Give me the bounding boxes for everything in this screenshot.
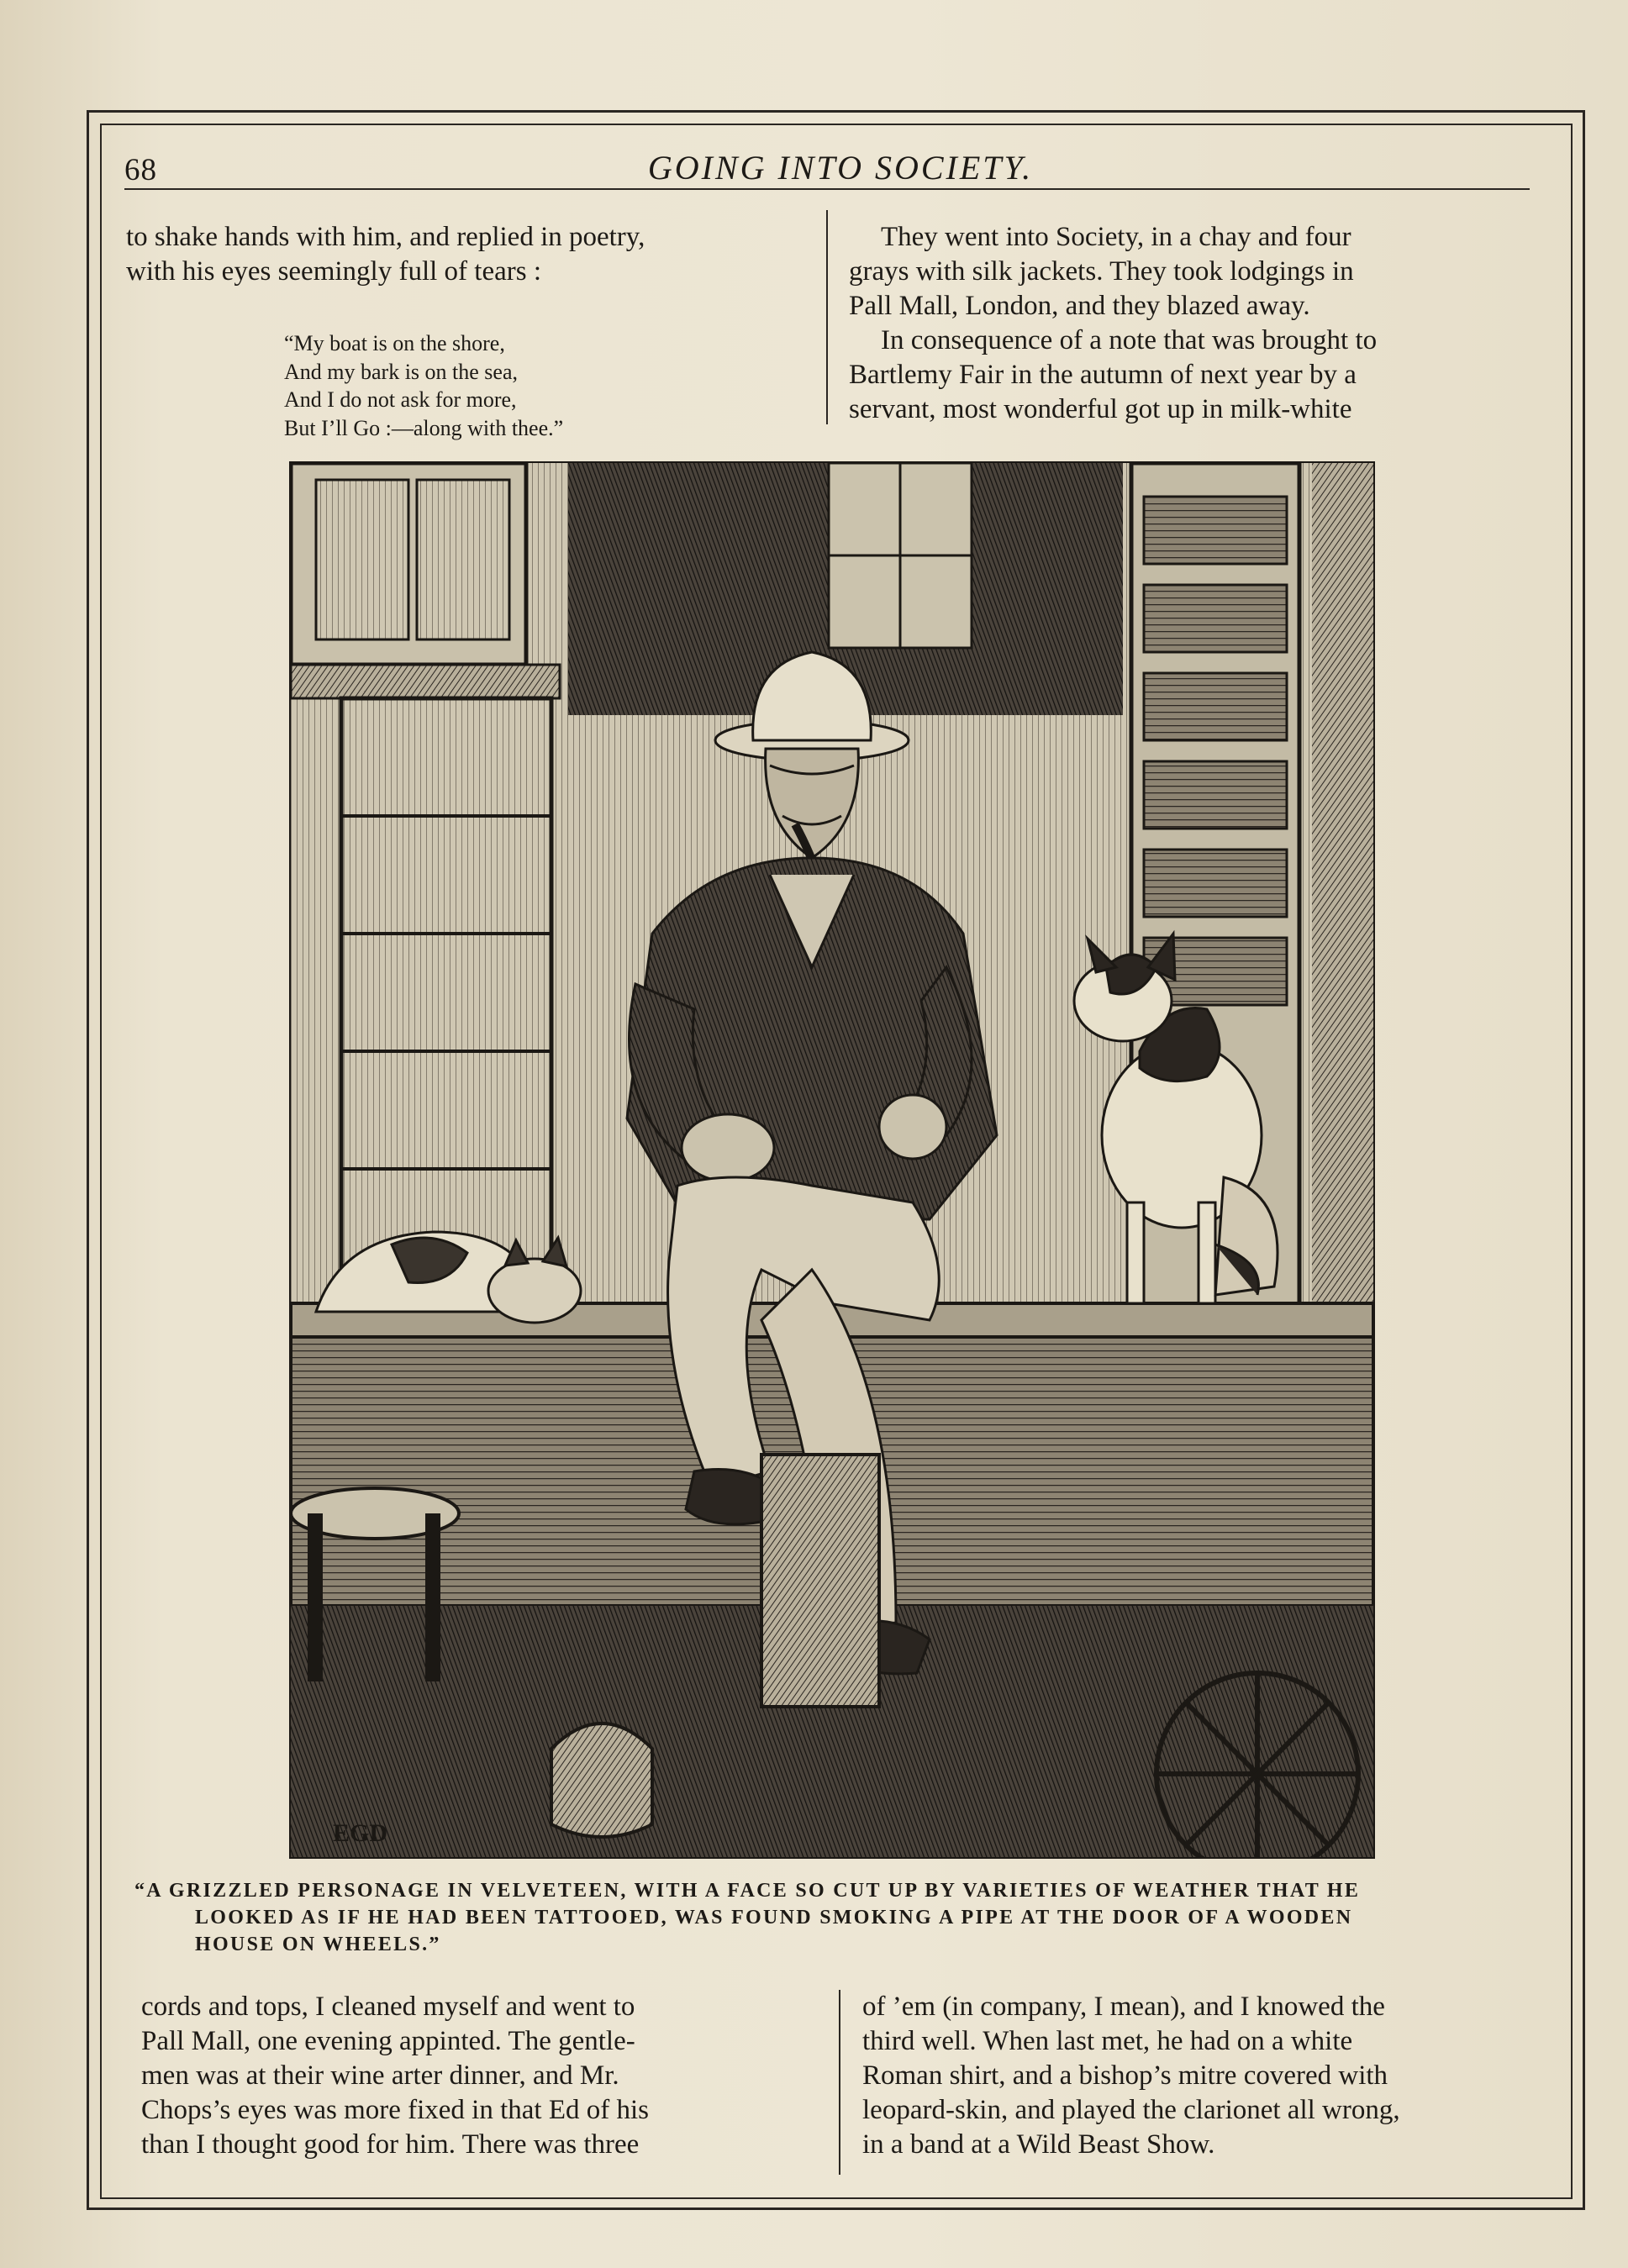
column-rule-top (826, 210, 828, 424)
text-line: leopard-skin, and played the clarionet all wrong, (862, 2095, 1400, 2125)
bottom-right-column (862, 1990, 1560, 2162)
text-line: third well. When last met, he had on a white (862, 2026, 1353, 2056)
caption-line: HOUSE ON WHEELS.” (195, 1934, 441, 1955)
illustration-caption (134, 1877, 1555, 1958)
text-line: than I thought good for him. There was three (141, 2129, 640, 2160)
page-number: 68 (124, 153, 157, 187)
artist-monogram: EGD (333, 1819, 388, 1847)
caption-line: LOOKED AS IF HE HAD BEEN TATTOOED, WAS FOUND SMOKING A PIPE AT THE DOOR OF A WOODEN (195, 1907, 1353, 1929)
text-line: Roman shirt, and a bishop’s mitre covered with (862, 2060, 1388, 2091)
text-line: with his eyes seemingly full of tears : (126, 256, 541, 287)
verse-line: “My boat is on the shore, (284, 331, 505, 355)
text-line: servant, most wonderful got up in milk-white (849, 394, 1352, 424)
text-line: cords and tops, I cleaned myself and went to (141, 1992, 635, 2022)
caption-line: “A GRIZZLED PERSONAGE IN VELVETEEN, WITH A FACE SO CUT UP BY VARIETIES OF WEATHER THAT HE (134, 1880, 1361, 1902)
verse-block (284, 329, 563, 442)
text-line: Pall Mall, London, and they blazed away. (849, 291, 1310, 321)
text-line: They went into Society, in a chay and four (881, 222, 1351, 252)
engraving-illustration (289, 461, 1375, 1859)
text-line: Pall Mall, one evening appinted. The gentle- (141, 2026, 635, 2056)
verse-line: But I’ll Go :—along with thee.” (284, 415, 564, 440)
header-rule (124, 188, 1530, 190)
top-left-column (126, 220, 807, 289)
text-line: Chops’s eyes was more fixed in that Ed of his (141, 2095, 649, 2125)
verse-line: And I do not ask for more, (284, 387, 517, 412)
engraving-drawing (291, 463, 1373, 1857)
text-line: of ’em (in company, I mean), and I knowed the (862, 1992, 1385, 2022)
top-right-column (849, 220, 1546, 427)
verse-line: And my bark is on the sea, (284, 359, 519, 384)
text-line: Bartlemy Fair in the autumn of next year by a (849, 360, 1357, 390)
text-line: men was at their wine arter dinner, and Mr. (141, 2060, 619, 2091)
running-title: GOING INTO SOCIETY. (647, 149, 1034, 187)
text-line: grays with silk jackets. They took lodgings in (849, 256, 1354, 287)
text-line: in a band at a Wild Beast Show. (862, 2129, 1215, 2160)
column-rule-bottom (839, 1990, 840, 2175)
bottom-left-column (141, 1990, 814, 2162)
text-line: In consequence of a note that was brought to (881, 325, 1378, 355)
text-line: to shake hands with him, and replied in poetry, (126, 222, 645, 252)
